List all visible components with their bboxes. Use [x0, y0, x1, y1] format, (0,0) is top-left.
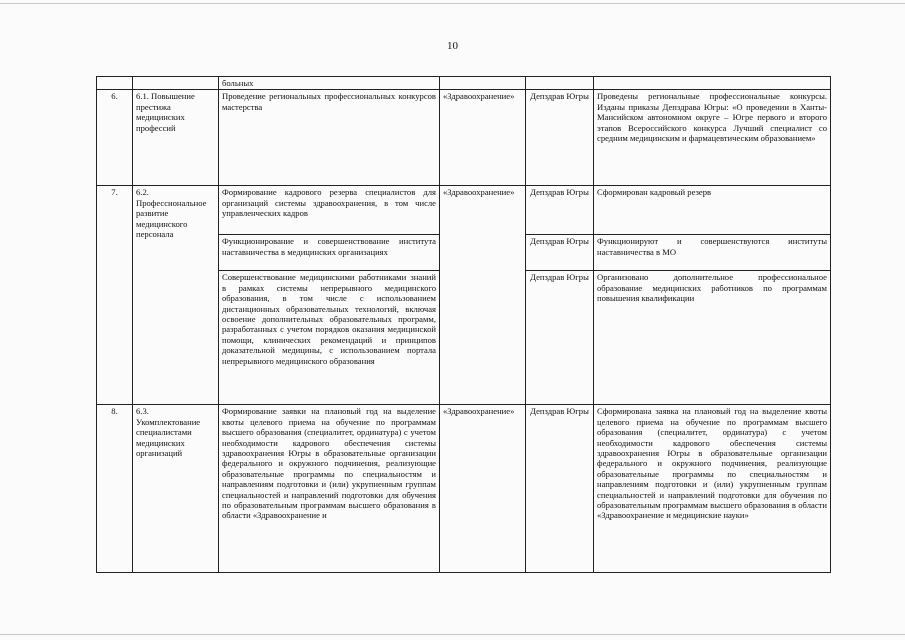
task-cell — [133, 77, 219, 90]
table-row — [97, 186, 831, 235]
measure-cell: Функционирование и совершенствование института наставничества в медицинских организациях — [219, 235, 440, 271]
scan-edge-top — [0, 3, 905, 4]
table-row — [97, 405, 831, 573]
responsible-cell: Депздрав Югры — [526, 271, 594, 405]
result-cell: Сформирована заявка на плановый год на выделение квоты целевого приема на обучение по программам высшего образования (специалитет, ординатура) с учетом необходимости кадрового обеспечения системы здравоохранения Югры в образовательные организации федерального и окружного подчинения, реализующие образовательные программы по специальностям и направлениям подготовки и (или) укрупненным группам специальностей и направлений подготовки для обучения по образовательным программам высшего образования в области «Здравоохранение и медицинские науки» — [594, 405, 831, 573]
responsible-cell — [526, 77, 594, 90]
scan-edge-bottom — [0, 634, 905, 635]
program-cell: «Здравоохранение» — [440, 405, 526, 573]
responsible-cell: Депздрав Югры — [526, 235, 594, 271]
measure-cell: Совершенствование медицинскими работниками знаний в рамках системы непрерывного медицинского образования, в том числе с использованием дистанционных образовательных технологий, включая освоение дополнительных образовательных программ, разработанных с учетом порядков оказания медицинской помощи, клинических рекомендаций и принципов доказательной медицины, с использованием портала непрерывного медицинского образования — [219, 271, 440, 405]
responsible-cell: Депздрав Югры — [526, 405, 594, 573]
task-cell: 6.2. Профессиональное развитие медицинского персонала — [133, 186, 219, 405]
result-cell — [594, 77, 831, 90]
row-number-cell: 8. — [97, 405, 133, 573]
measure-cell: Проведение региональных профессиональных конкурсов мастерства — [219, 90, 440, 186]
table-row-continuation — [97, 77, 831, 90]
task-cell: 6.1. Повышение престижа медицинских профессий — [133, 90, 219, 186]
measure-cell: больных — [219, 77, 440, 90]
program-cell: «Здравоохранение» — [440, 90, 526, 186]
row-number-cell: 7. — [97, 186, 133, 405]
page-number: 10 — [447, 40, 458, 52]
responsible-cell: Депздрав Югры — [526, 186, 594, 235]
program-cell — [440, 77, 526, 90]
result-cell: Функционируют и совершенствуются институты наставничества в МО — [594, 235, 831, 271]
measure-cell: Формирование заявки на плановый год на выделение квоты целевого приема на обучение по программам высшего образования (специалитет, ординатура) с учетом необходимости кадрового обеспечения системы здравоохранения Югры в образовательные организации федерального и окружного подчинения, реализующие образовательные программы по специальностям и направлениям подготовки и (или) укрупненным группам специальностей и направлений подготовки для обучения по образовательным программам высшего образования в области «Здравоохранение и — [219, 405, 440, 573]
result-cell: Организовано дополнительное профессиональное образование медицинских работников по программам повышения квалификации — [594, 271, 831, 405]
responsible-cell: Депздрав Югры — [526, 90, 594, 186]
measures-table — [96, 76, 831, 573]
task-cell: 6.3. Укомплектование специалистами медицинских организаций — [133, 405, 219, 573]
result-cell: Проведены региональные профессиональные конкурсы. Изданы приказы Депздрава Югры: «О проведении в Ханты-Мансийском автономном округе – Югре первого и второго этапов Всероссийского конкурса Лучший специалист со средним медицинским и фармацевтическим образованием» — [594, 90, 831, 186]
row-number-cell — [97, 77, 133, 90]
measure-cell: Формирование кадрового резерва специалистов для организаций системы здравоохранения, в том числе управленческих кадров — [219, 186, 440, 235]
table-row — [97, 90, 831, 186]
program-cell: «Здравоохранение» — [440, 186, 526, 405]
result-cell: Сформирован кадровый резерв — [594, 186, 831, 235]
row-number-cell: 6. — [97, 90, 133, 186]
